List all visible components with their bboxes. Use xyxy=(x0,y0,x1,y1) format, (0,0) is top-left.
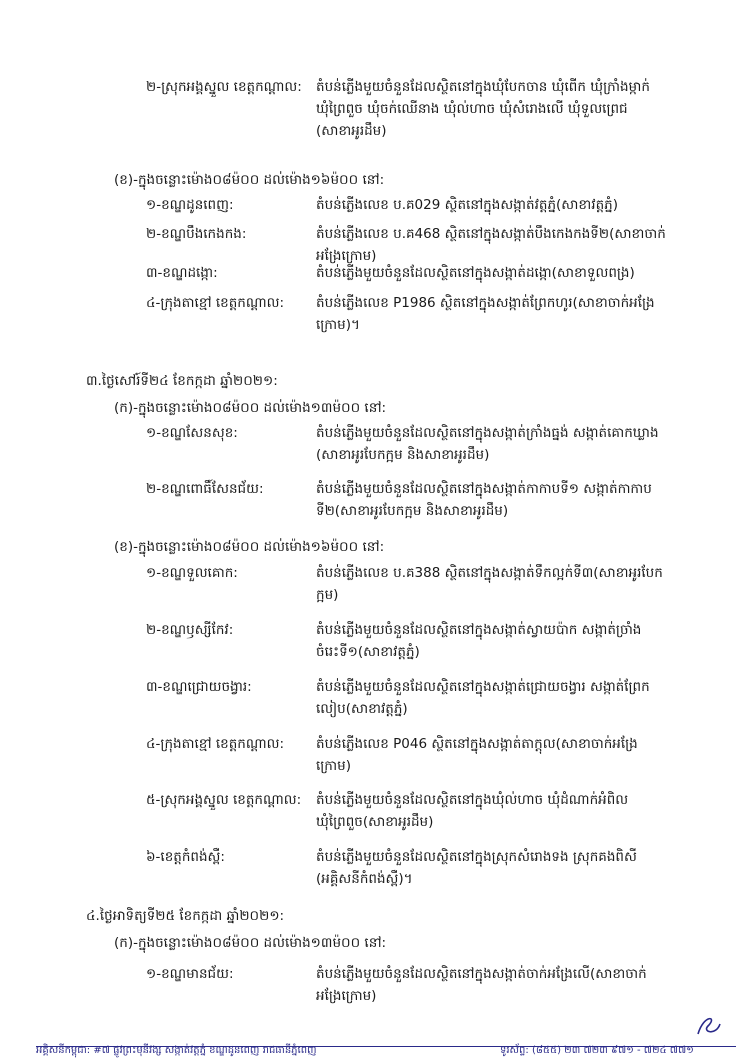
area-description-line: តំបន់ភ្លើងលេខ P046 ស្ថិតនៅក្នុងសង្កាត់តាក្តុល(សាខាចាក់អង្រែ xyxy=(316,736,638,752)
area-description-line: តំបន់ភ្លើងលេខ P1986 ស្ថិតនៅក្នុងសង្កាត់ព្រែកហូរ(សាខាចាក់អង្រែ xyxy=(316,295,655,311)
area-description-line: តំបន់ភ្លើងមួយចំនួនដែលស្ថិតនៅក្នុងសង្កាត់ដង្កោ(សាខាទួលពង្រ) xyxy=(316,265,635,281)
area-description-line: ក្រោម)។ xyxy=(316,317,360,333)
area-description-line: អង្រែក្រោម) xyxy=(316,248,377,264)
location-label: ៣-ខណ្ឌដង្កោ: xyxy=(146,265,218,281)
area-description-line: ឃុំព្រៃពួច(សាខាអូរដឹម) xyxy=(316,814,434,830)
area-description-line: តំបន់ភ្លើងមួយចំនួនដែលស្ថិតនៅក្នុងសង្កាត់ជ្រោយចង្វារ សង្កាត់ព្រែក xyxy=(316,679,650,695)
location-label: ៦-ខេត្តកំពង់ស្ពឺ: xyxy=(146,849,225,865)
area-description-line: ក្អម) xyxy=(316,587,339,603)
time-section-heading: (ក)-ក្នុងចន្លោះម៉ោង០៨ម៉០០ ដល់ម៉ោង១៣ម៉០០ នៅ: xyxy=(114,935,387,951)
location-label: ៥-ស្រុកអង្គស្នួល ខេត្តកណ្តាល: xyxy=(146,792,302,808)
day-heading: ៣.ថ្ងៃសៅរ៍ទី២៤ ខែកក្កដា ឆ្នាំ២០២១: xyxy=(86,373,278,389)
area-description-line: ឃុំព្រៃពួច ឃុំចក់ឈើនាង ឃុំល់ហាច ឃុំសំរោងលើ ឃុំទួលព្រេជ xyxy=(316,101,628,117)
area-description-line: (សាខាអូរដឹម) xyxy=(316,123,387,139)
area-description-line: តំបន់ភ្លើងមួយចំនួនដែលស្ថិតនៅក្នុងឃុំបែកចាន ឃុំពើក ឃុំក្រាំងម្កាក់ xyxy=(316,79,650,95)
area-description-line: តំបន់ភ្លើងមួយចំនួនដែលស្ថិតនៅក្នុងសង្កាត់ក្រាំងធ្នង់ សង្កាត់គោកឃ្លាង xyxy=(316,425,659,441)
area-description-line: តំបន់ភ្លើងមួយចំនួនដែលស្ថិតនៅក្នុងសង្កាត់កាកាបទី១ សង្កាត់កាកាប xyxy=(316,481,652,497)
location-label: ២-ស្រុកអង្គស្នួល ខេត្តកណ្តាល: xyxy=(146,79,302,95)
area-description-line: តំបន់ភ្លើងលេខ ប.គ388 ស្ថិតនៅក្នុងសង្កាត់ទឹកល្អក់ទី៣(សាខាអូរបែក xyxy=(316,565,663,581)
area-description-line: ទី២(សាខាអូរបែកក្អម និងសាខាអូរដឹម) xyxy=(316,503,509,519)
area-description-line: តំបន់ភ្លើងមួយចំនួនដែលស្ថិតនៅក្នុងស្រុកសំរោងទង ស្រុកគងពិសី xyxy=(316,849,637,865)
location-label: ៤-ក្រុងតាខ្មៅ ខេត្តកណ្តាល: xyxy=(146,736,285,752)
footer-address: អគ្គិសនីកម្ពុជា: #៧ ផ្លូវព្រះមុនីវង្ស សង្កាត់វត្តភ្នំ ខណ្ឌដូនពេញ រាជធានីភ្នំពេញ xyxy=(36,1045,317,1056)
area-description-line: (សាខាអូរបែកក្អម និងសាខាអូរដឹម) xyxy=(316,447,490,463)
location-label: ២-ខណ្ឌពោធិ៍សែនជ័យ: xyxy=(146,481,264,497)
signature-mark xyxy=(694,1010,724,1040)
footer-phone: ទូរស័ព្ទ: (៨៥៥) ២៣ ៧២៣ ៩៧១ - ៧២៤ ៧៧១ xyxy=(500,1045,694,1056)
location-label: ២-ខណ្ឌឫស្សីកែវ: xyxy=(146,622,234,638)
location-label: ២-ខណ្ឌបឹងកេងកង: xyxy=(146,226,247,242)
location-label: ១-ខណ្ឌដូនពេញ: xyxy=(146,197,234,213)
time-section-heading: (ខ)-ក្នុងចន្លោះម៉ោង០៨ម៉០០ ដល់ម៉ោង១៦ម៉០០ នៅ: xyxy=(114,539,385,555)
location-label: ១-ខណ្ឌទួលគោក: xyxy=(146,565,238,581)
area-description-line: លៀប(សាខាវត្តភ្នំ) xyxy=(316,701,408,717)
location-label: ១-ខណ្ឌសែនសុខ: xyxy=(146,425,238,441)
time-section-heading: (ក)-ក្នុងចន្លោះម៉ោង០៨ម៉០០ ដល់ម៉ោង១៣ម៉០០ នៅ: xyxy=(114,400,387,416)
area-description-line: តំបន់ភ្លើងមួយចំនួនដែលស្ថិតនៅក្នុងសង្កាត់ស្វាយប៉ាក សង្កាត់ច្រាំង xyxy=(316,622,642,638)
location-label: ១-ខណ្ឌមានជ័យ: xyxy=(146,966,234,982)
area-description-line: តំបន់ភ្លើងមួយចំនួនដែលស្ថិតនៅក្នុងសង្កាត់ចាក់អង្រែលើ(សាខាចាក់ xyxy=(316,966,647,982)
time-section-heading: (ខ)-ក្នុងចន្លោះម៉ោង០៨ម៉០០ ដល់ម៉ោង១៦ម៉០០ នៅ: xyxy=(114,172,385,188)
area-description-line: (អគ្គិសនីកំពង់ស្ពឺ)។ xyxy=(316,871,413,887)
area-description-line: តំបន់ភ្លើងលេខ ប.គ468 ស្ថិតនៅក្នុងសង្កាត់បឹងកេងកងទី២(សាខាចាក់ xyxy=(316,226,666,242)
day-heading: ៤.ថ្ងៃអាទិត្យទី២៥ ខែកក្កដា ឆ្នាំ២០២១: xyxy=(86,908,285,924)
area-description-line: ក្រោម) xyxy=(316,758,351,774)
location-label: ៣-ខណ្ឌជ្រោយចង្វារ: xyxy=(146,679,252,695)
location-label: ៤-ក្រុងតាខ្មៅ ខេត្តកណ្តាល: xyxy=(146,295,285,311)
area-description-line: អង្រែក្រោម) xyxy=(316,988,377,1004)
area-description-line: តំបន់ភ្លើងលេខ ប.គ029 ស្ថិតនៅក្នុងសង្កាត់វត្តភ្នំ(សាខាវត្តភ្នំ) xyxy=(316,197,618,213)
area-description-line: តំបន់ភ្លើងមួយចំនួនដែលស្ថិតនៅក្នុងឃុំល់ហាច ឃុំដំណាក់អំពិល xyxy=(316,792,629,808)
area-description-line: ចំរេះទី១(សាខាវត្តភ្នំ) xyxy=(316,644,420,660)
